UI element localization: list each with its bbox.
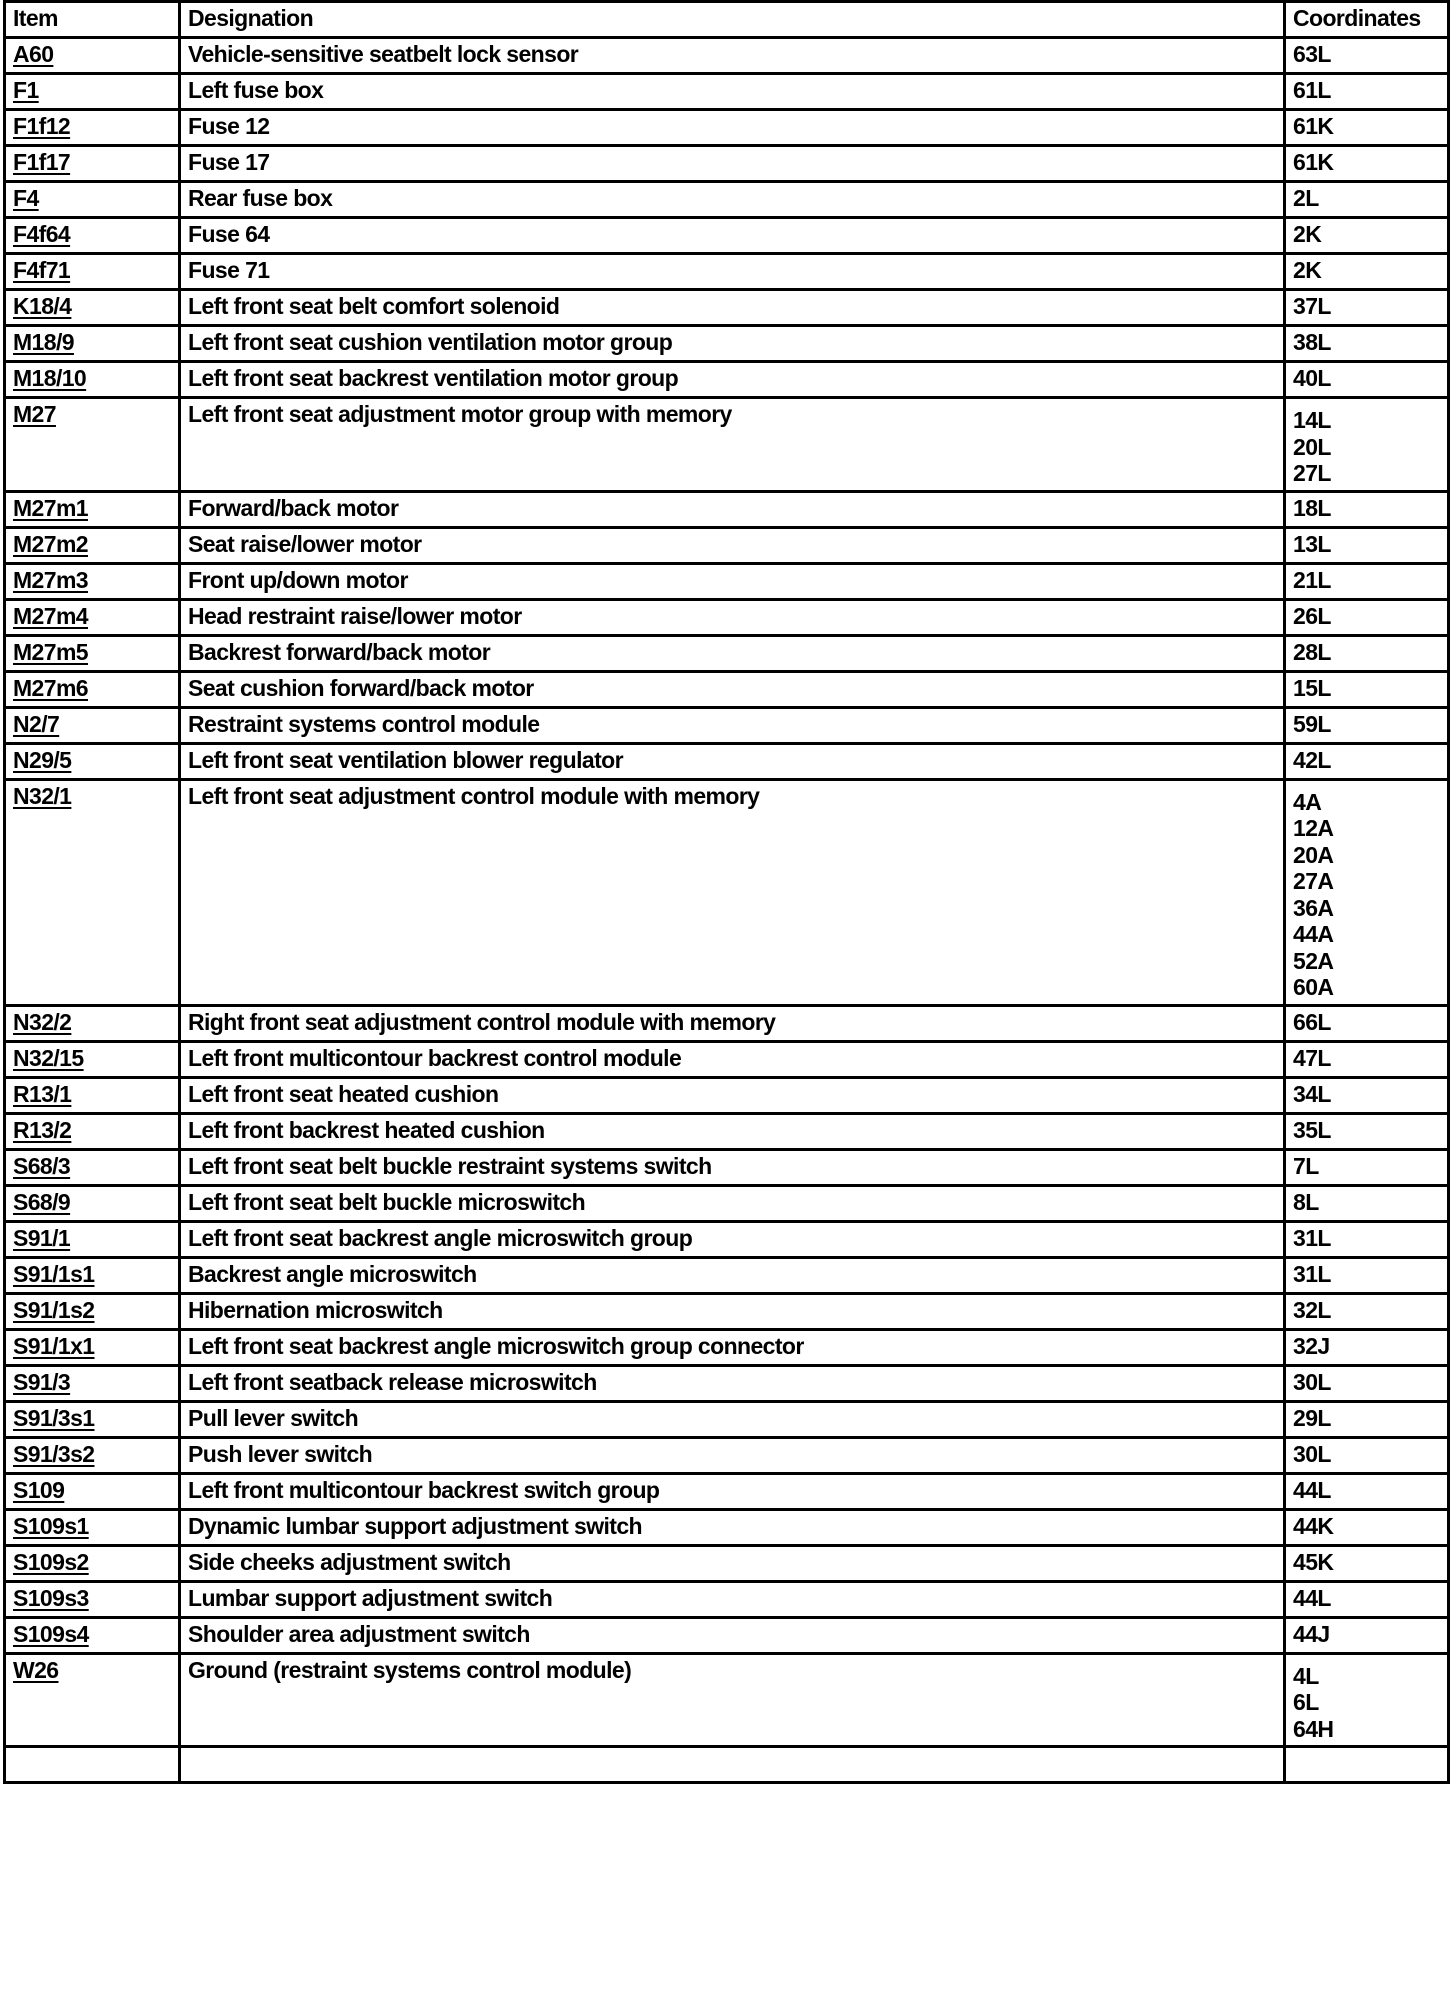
- coordinate-value: 2K: [1293, 221, 1322, 247]
- designation-cell: Right front seat adjustment control module with memory: [180, 1005, 1285, 1041]
- coordinate-value: 20A: [1293, 841, 1334, 868]
- designation-cell: Left front seat backrest angle microswitch group connector: [180, 1329, 1285, 1365]
- item-cell: [5, 1185, 180, 1221]
- item-link[interactable]: S109s3: [13, 1584, 89, 1611]
- coordinate-value: 28L: [1293, 638, 1331, 665]
- item-link[interactable]: S91/3: [13, 1368, 71, 1395]
- table-row: [5, 1185, 1449, 1221]
- designation-cell: Dynamic lumbar support adjustment switch: [180, 1509, 1285, 1545]
- coordinate-value: 37L: [1293, 293, 1331, 319]
- coordinate-value: 42L: [1293, 746, 1331, 773]
- coordinates-cell: [1285, 110, 1449, 146]
- table-row: [5, 1545, 1449, 1581]
- designation-cell: Left front seat adjustment control module with memory: [180, 779, 1285, 1005]
- designation-cell: Backrest angle microswitch: [180, 1257, 1285, 1293]
- header-coordinates: Coordinates: [1285, 2, 1449, 38]
- coordinate-value: 13L: [1293, 530, 1331, 557]
- coordinate-value: 34L: [1293, 1080, 1331, 1107]
- coordinate-value: 45K: [1293, 1548, 1334, 1575]
- item-cell: [5, 779, 180, 1005]
- coordinates-cell: [1285, 290, 1449, 326]
- coordinate-value: 61L: [1293, 77, 1331, 103]
- coordinate-value: 18L: [1293, 494, 1331, 521]
- designation-cell: [180, 1747, 1285, 1783]
- designation-cell: Shoulder area adjustment switch: [180, 1617, 1285, 1653]
- item-cell: [5, 1005, 180, 1041]
- designation-cell: Rear fuse box: [180, 182, 1285, 218]
- designation-cell: Seat raise/lower motor: [180, 527, 1285, 563]
- legend-body: [5, 38, 1449, 1783]
- coordinate-value: 64H: [1293, 1715, 1334, 1742]
- item-cell: [5, 1509, 180, 1545]
- item-link[interactable]: S91/1x1: [13, 1332, 95, 1359]
- coordinate-value: 44K: [1293, 1512, 1334, 1539]
- item-link[interactable]: M27m4: [13, 602, 88, 629]
- item-link[interactable]: M27m5: [13, 638, 88, 665]
- table-row: [5, 563, 1449, 599]
- header-designation: Designation: [180, 2, 1285, 38]
- item-cell: [5, 1149, 180, 1185]
- item-cell: [5, 398, 180, 492]
- table-row: [5, 707, 1449, 743]
- designation-cell: Left front multicontour backrest control module: [180, 1041, 1285, 1077]
- item-link[interactable]: S68/9: [13, 1188, 71, 1215]
- header-row: [5, 2, 1449, 38]
- item-link[interactable]: R13/2: [13, 1116, 72, 1143]
- item-cell: [5, 326, 180, 362]
- coordinate-value: 35L: [1293, 1116, 1331, 1143]
- coordinates-cell: [1285, 1581, 1449, 1617]
- designation-cell: Left front seat cushion ventilation motor group: [180, 326, 1285, 362]
- coordinates-cell: [1285, 1509, 1449, 1545]
- item-link[interactable]: F4f64: [13, 221, 71, 247]
- item-link[interactable]: F4: [13, 185, 39, 211]
- table-row: [5, 1221, 1449, 1257]
- item-link[interactable]: M27: [13, 401, 56, 427]
- item-link[interactable]: F4f71: [13, 257, 71, 283]
- coordinate-value: 44L: [1293, 1476, 1331, 1503]
- table-row: [5, 743, 1449, 779]
- coordinates-cell: [1285, 1113, 1449, 1149]
- coordinate-value: 47L: [1293, 1044, 1331, 1071]
- table-row: [5, 1747, 1449, 1783]
- item-link[interactable]: M27m1: [13, 494, 88, 521]
- coordinates-cell: [1285, 1293, 1449, 1329]
- item-link[interactable]: M27m6: [13, 674, 88, 701]
- coordinate-value: 27L: [1293, 460, 1331, 486]
- item-cell: [5, 527, 180, 563]
- table-row: [5, 1653, 1449, 1747]
- item-cell: [5, 707, 180, 743]
- item-cell: [5, 1041, 180, 1077]
- coordinates-cell: [1285, 1221, 1449, 1257]
- coordinates-cell: [1285, 182, 1449, 218]
- table-row: [5, 218, 1449, 254]
- designation-cell: Pull lever switch: [180, 1401, 1285, 1437]
- item-cell: [5, 1545, 180, 1581]
- item-link[interactable]: R13/1: [13, 1080, 72, 1107]
- coordinate-value: 38L: [1293, 329, 1331, 355]
- coordinate-value: 44J: [1293, 1620, 1330, 1647]
- table-row: [5, 1365, 1449, 1401]
- coordinates-cell: [1285, 743, 1449, 779]
- table-row: [5, 398, 1449, 492]
- header-item: Item: [5, 2, 180, 38]
- coordinate-value: 60A: [1293, 974, 1334, 1000]
- item-cell: [5, 1293, 180, 1329]
- coordinates-cell: [1285, 1041, 1449, 1077]
- coordinates-cell: [1285, 1185, 1449, 1221]
- coordinate-value: 4L: [1293, 1662, 1319, 1689]
- coordinate-value: 63L: [1293, 41, 1331, 67]
- item-cell: [5, 491, 180, 527]
- coordinates-cell: [1285, 1329, 1449, 1365]
- coordinate-value: 31L: [1293, 1260, 1331, 1287]
- table-row: [5, 1473, 1449, 1509]
- item-cell: [5, 218, 180, 254]
- coordinate-value: 52A: [1293, 947, 1334, 974]
- item-link[interactable]: F1: [13, 77, 39, 103]
- coordinates-cell: [1285, 1149, 1449, 1185]
- table-row: [5, 110, 1449, 146]
- item-cell: [5, 182, 180, 218]
- designation-cell: Left front seat heated cushion: [180, 1077, 1285, 1113]
- coordinate-value: 32L: [1293, 1296, 1331, 1323]
- coordinate-value: 6L: [1293, 1689, 1319, 1715]
- table-row: [5, 326, 1449, 362]
- coordinate-value: 30L: [1293, 1368, 1331, 1395]
- item-cell: [5, 599, 180, 635]
- table-row: [5, 1293, 1449, 1329]
- table-row: [5, 1005, 1449, 1041]
- item-link[interactable]: K18/4: [13, 293, 72, 319]
- table-row: [5, 635, 1449, 671]
- table-row: [5, 74, 1449, 110]
- designation-cell: Left front multicontour backrest switch group: [180, 1473, 1285, 1509]
- table-row: [5, 182, 1449, 218]
- coordinates-cell: [1285, 1077, 1449, 1113]
- item-cell: [5, 1113, 180, 1149]
- item-cell: [5, 1437, 180, 1473]
- coordinates-cell: [1285, 563, 1449, 599]
- table-row: [5, 491, 1449, 527]
- coordinates-cell: [1285, 146, 1449, 182]
- table-row: [5, 1401, 1449, 1437]
- item-cell: [5, 1617, 180, 1653]
- item-link[interactable]: S91/1s1: [13, 1260, 95, 1287]
- designation-cell: Restraint systems control module: [180, 707, 1285, 743]
- coordinate-value: 59L: [1293, 710, 1331, 737]
- coordinates-cell: [1285, 38, 1449, 74]
- coordinates-cell: [1285, 491, 1449, 527]
- coordinates-cell: [1285, 707, 1449, 743]
- coordinate-value: 61K: [1293, 149, 1334, 175]
- coordinate-value: 30L: [1293, 1440, 1331, 1467]
- item-link[interactable]: F1f17: [13, 149, 71, 175]
- coordinate-value: 14L: [1293, 407, 1331, 433]
- table-row: [5, 146, 1449, 182]
- item-link[interactable]: M18/9: [13, 329, 74, 355]
- coordinate-value: 26L: [1293, 602, 1331, 629]
- coordinates-cell: [1285, 1437, 1449, 1473]
- coordinate-value: 7L: [1293, 1152, 1319, 1179]
- designation-cell: Fuse 71: [180, 254, 1285, 290]
- coordinates-cell: [1285, 1617, 1449, 1653]
- designation-cell: Left front seat belt buckle microswitch: [180, 1185, 1285, 1221]
- table-row: [5, 1509, 1449, 1545]
- item-link[interactable]: W26: [13, 1656, 59, 1683]
- coordinates-cell: [1285, 671, 1449, 707]
- table-row: [5, 1041, 1449, 1077]
- item-cell: [5, 1401, 180, 1437]
- coordinate-value: 2K: [1293, 257, 1322, 283]
- coordinate-value: 66L: [1293, 1008, 1331, 1035]
- coordinates-cell: [1285, 1545, 1449, 1581]
- coordinate-value: 36A: [1293, 894, 1334, 921]
- coordinate-value: 61K: [1293, 113, 1334, 139]
- designation-cell: Push lever switch: [180, 1437, 1285, 1473]
- coordinate-value: 40L: [1293, 365, 1331, 391]
- item-cell: [5, 1747, 180, 1783]
- coordinate-value: 29L: [1293, 1404, 1331, 1431]
- item-cell: [5, 635, 180, 671]
- designation-cell: Front up/down motor: [180, 563, 1285, 599]
- item-cell: [5, 362, 180, 398]
- item-cell: [5, 38, 180, 74]
- designation-cell: Left fuse box: [180, 74, 1285, 110]
- table-row: [5, 1149, 1449, 1185]
- item-cell: [5, 1473, 180, 1509]
- item-link[interactable]: S68/3: [13, 1152, 71, 1179]
- table-row: [5, 671, 1449, 707]
- component-legend-table: [3, 0, 1450, 1784]
- designation-cell: Head restraint raise/lower motor: [180, 599, 1285, 635]
- item-link[interactable]: S91/3s2: [13, 1440, 95, 1467]
- item-link[interactable]: F1f12: [13, 113, 71, 139]
- item-link[interactable]: S91/1: [13, 1224, 71, 1251]
- item-link[interactable]: S109: [13, 1476, 65, 1503]
- coordinates-cell: [1285, 1365, 1449, 1401]
- designation-cell: Hibernation microswitch: [180, 1293, 1285, 1329]
- item-cell: [5, 290, 180, 326]
- table-row: [5, 1329, 1449, 1365]
- table-row: [5, 599, 1449, 635]
- coordinates-cell: [1285, 326, 1449, 362]
- coordinates-cell: [1285, 635, 1449, 671]
- item-link[interactable]: M27m2: [13, 530, 88, 557]
- item-link[interactable]: N32/1: [13, 782, 72, 809]
- designation-cell: Left front seatback release microswitch: [180, 1365, 1285, 1401]
- coordinate-value: 21L: [1293, 566, 1331, 593]
- designation-cell: Left front seat backrest ventilation motor group: [180, 362, 1285, 398]
- coordinate-value: 4A: [1293, 788, 1322, 815]
- coordinates-cell: [1285, 779, 1449, 1005]
- item-link[interactable]: M18/10: [13, 365, 87, 391]
- coordinates-cell: [1285, 362, 1449, 398]
- coordinates-cell: [1285, 1473, 1449, 1509]
- coordinates-cell: [1285, 218, 1449, 254]
- coordinate-value: 8L: [1293, 1188, 1319, 1215]
- table-row: [5, 1077, 1449, 1113]
- table-row: [5, 527, 1449, 563]
- coordinate-value: 15L: [1293, 674, 1331, 701]
- item-cell: [5, 74, 180, 110]
- item-cell: [5, 1221, 180, 1257]
- designation-cell: Left front seat backrest angle microswitch group: [180, 1221, 1285, 1257]
- designation-cell: Left front seat adjustment motor group with memory: [180, 398, 1285, 492]
- coordinates-cell: [1285, 599, 1449, 635]
- coordinates-cell: [1285, 74, 1449, 110]
- item-cell: [5, 1365, 180, 1401]
- item-link[interactable]: S91/1s2: [13, 1296, 95, 1323]
- designation-cell: Backrest forward/back motor: [180, 635, 1285, 671]
- table-row: [5, 38, 1449, 74]
- designation-cell: Left front seat belt comfort solenoid: [180, 290, 1285, 326]
- coordinate-value: 20L: [1293, 433, 1331, 460]
- item-link[interactable]: N2/7: [13, 710, 60, 737]
- coordinate-value: 32J: [1293, 1332, 1330, 1359]
- coordinate-value: 44A: [1293, 921, 1334, 947]
- item-link[interactable]: M27m3: [13, 566, 88, 593]
- item-link[interactable]: N29/5: [13, 746, 72, 773]
- item-cell: [5, 743, 180, 779]
- designation-cell: Side cheeks adjustment switch: [180, 1545, 1285, 1581]
- item-link[interactable]: S109s1: [13, 1512, 89, 1539]
- item-link[interactable]: S109s4: [13, 1620, 89, 1647]
- table-row: [5, 1581, 1449, 1617]
- item-link[interactable]: S109s2: [13, 1548, 89, 1575]
- item-link[interactable]: N32/2: [13, 1008, 72, 1035]
- coordinates-cell: [1285, 1257, 1449, 1293]
- table-row: [5, 779, 1449, 1005]
- table-row: [5, 1113, 1449, 1149]
- designation-cell: Ground (restraint systems control module): [180, 1653, 1285, 1747]
- item-cell: [5, 1653, 180, 1747]
- coordinate-value: 12A: [1293, 815, 1334, 841]
- coordinates-cell: [1285, 527, 1449, 563]
- item-cell: [5, 254, 180, 290]
- designation-cell: Fuse 64: [180, 218, 1285, 254]
- coordinate-value: 2L: [1293, 185, 1319, 211]
- coordinate-value: 31L: [1293, 1224, 1331, 1251]
- designation-cell: Left front backrest heated cushion: [180, 1113, 1285, 1149]
- item-cell: [5, 1581, 180, 1617]
- table-row: [5, 254, 1449, 290]
- item-cell: [5, 1077, 180, 1113]
- designation-cell: Left front seat ventilation blower regulator: [180, 743, 1285, 779]
- designation-cell: Seat cushion forward/back motor: [180, 671, 1285, 707]
- designation-cell: Fuse 17: [180, 146, 1285, 182]
- item-cell: [5, 110, 180, 146]
- designation-cell: Vehicle-sensitive seatbelt lock sensor: [180, 38, 1285, 74]
- coordinate-value: 27A: [1293, 868, 1334, 894]
- coordinates-cell: [1285, 398, 1449, 492]
- coordinates-cell: [1285, 1747, 1449, 1783]
- item-link[interactable]: A60: [13, 41, 54, 67]
- coordinate-value: 44L: [1293, 1584, 1331, 1611]
- table-row: [5, 1617, 1449, 1653]
- table-row: [5, 1437, 1449, 1473]
- item-link[interactable]: N32/15: [13, 1044, 84, 1071]
- coordinates-cell: [1285, 254, 1449, 290]
- table-row: [5, 362, 1449, 398]
- table-row: [5, 1257, 1449, 1293]
- item-cell: [5, 1257, 180, 1293]
- coordinates-cell: [1285, 1005, 1449, 1041]
- designation-cell: Left front seat belt buckle restraint systems switch: [180, 1149, 1285, 1185]
- designation-cell: Forward/back motor: [180, 491, 1285, 527]
- item-cell: [5, 563, 180, 599]
- item-link[interactable]: S91/3s1: [13, 1404, 95, 1431]
- table-row: [5, 290, 1449, 326]
- coordinates-cell: [1285, 1653, 1449, 1747]
- item-cell: [5, 1329, 180, 1365]
- item-cell: [5, 671, 180, 707]
- item-cell: [5, 146, 180, 182]
- designation-cell: Fuse 12: [180, 110, 1285, 146]
- designation-cell: Lumbar support adjustment switch: [180, 1581, 1285, 1617]
- coordinates-cell: [1285, 1401, 1449, 1437]
